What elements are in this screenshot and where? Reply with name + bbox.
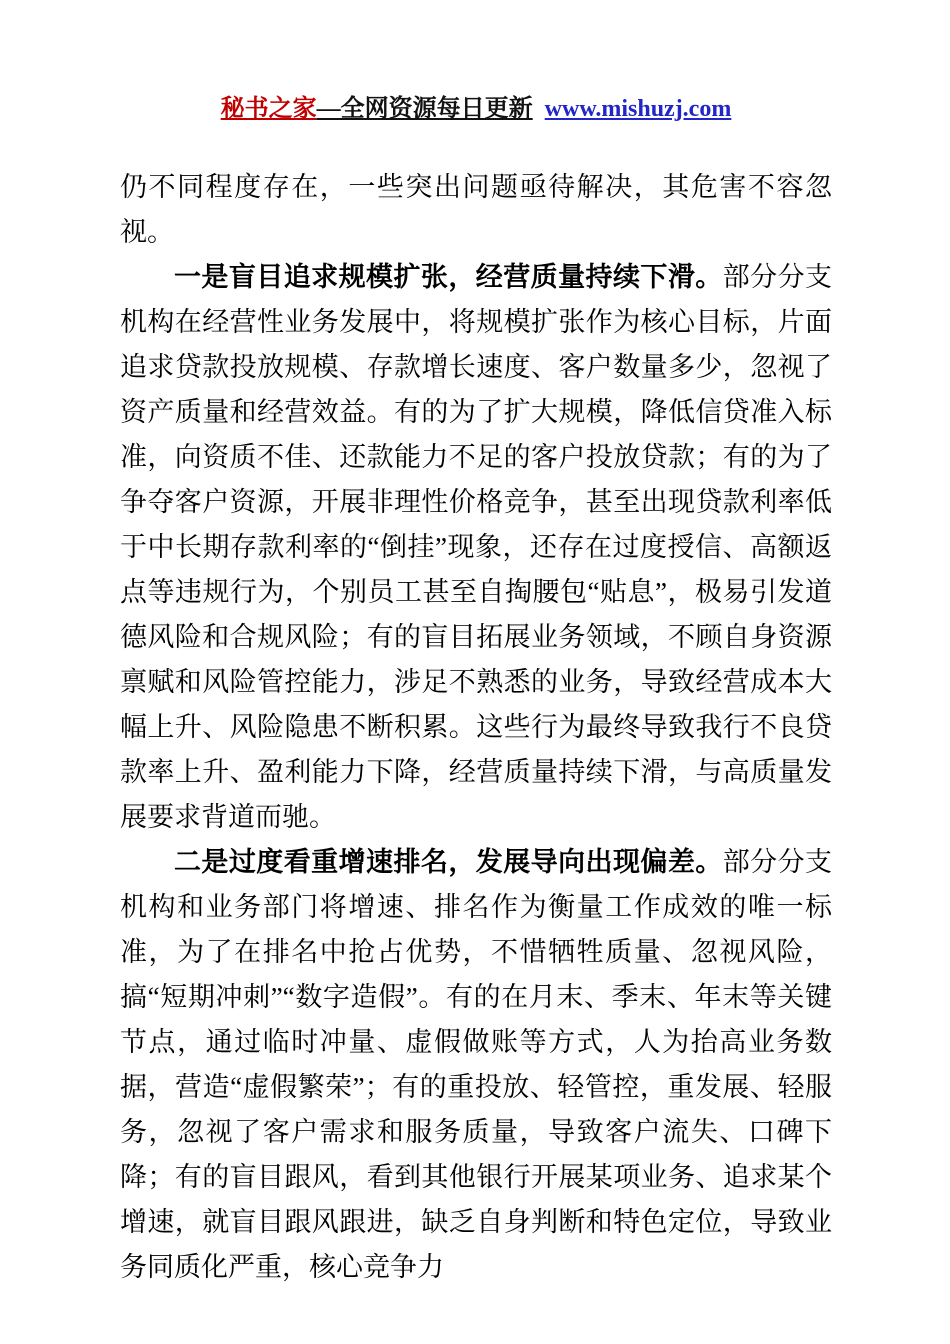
site-header — [120, 88, 832, 123]
paragraph-point-1 — [120, 255, 832, 840]
site-tagline: —全网资源每日更新 — [316, 96, 533, 122]
paragraph-text: 仍不同程度存在，一些突出问题亟待解决，其危害不容忽视。 — [120, 172, 832, 247]
site-name: 秘书之家 — [220, 96, 317, 122]
paragraph-lead: 二是过度看重增速排名，发展导向出现偏差。 — [174, 847, 723, 877]
paragraph-continuation — [120, 165, 832, 255]
site-url-link[interactable]: www.mishuzj.com — [544, 96, 732, 122]
document-content — [120, 165, 832, 1290]
paragraph-text: 部分分支机构和业务部门将增速、排名作为衡量工作成效的唯一标准，为了在排名中抢占优势，不惜牺牲质量、忽视风险，搞“短期冲刺”“数字造假”。有的在月末、季末、年末等关键节点，通过临时冲量、虚假做账等方式，人为抬高业务数据，营造“虚假繁荣”；有的重投放、轻管控，重发展、轻服务，忽视了客户需求和服务质量，导致客户流失、口碑下降；有的盲目跟风，看到其他银行开展某项业务、追求某个增速，就盲目跟风跟进，缺乏自身判断和特色定位，导致业务同质化严重，核心竞争力 — [120, 847, 833, 1282]
paragraph-lead: 一是盲目追求规模扩张，经营质量持续下滑。 — [174, 262, 723, 292]
paragraph-point-2 — [120, 840, 832, 1290]
paragraph-text: 部分分支机构在经营性业务发展中，将规模扩张作为核心目标，片面追求贷款投放规模、存款增长速度、客户数量多少，忽视了资产质量和经营效益。有的为了扩大规模，降低信贷准入标准，向资质不佳、还款能力不足的客户投放贷款；有的为了争夺客户资源，开展非理性价格竞争，甚至出现贷款利率低于中长期存款利率的“倒挂”现象，还存在过度授信、高额返点等违规行为，个别员工甚至自掏腰包“贴息”，极易引发道德风险和合规风险；有的盲目拓展业务领域，不顾自身资源禀赋和风险管控能力，涉足不熟悉的业务，导致经营成本大幅上升、风险隐患不断积累。这些行为最终导致我行不良贷款率上升、盈利能力下降，经营质量持续下滑，与高质量发展要求背道而驰。 — [120, 262, 833, 832]
